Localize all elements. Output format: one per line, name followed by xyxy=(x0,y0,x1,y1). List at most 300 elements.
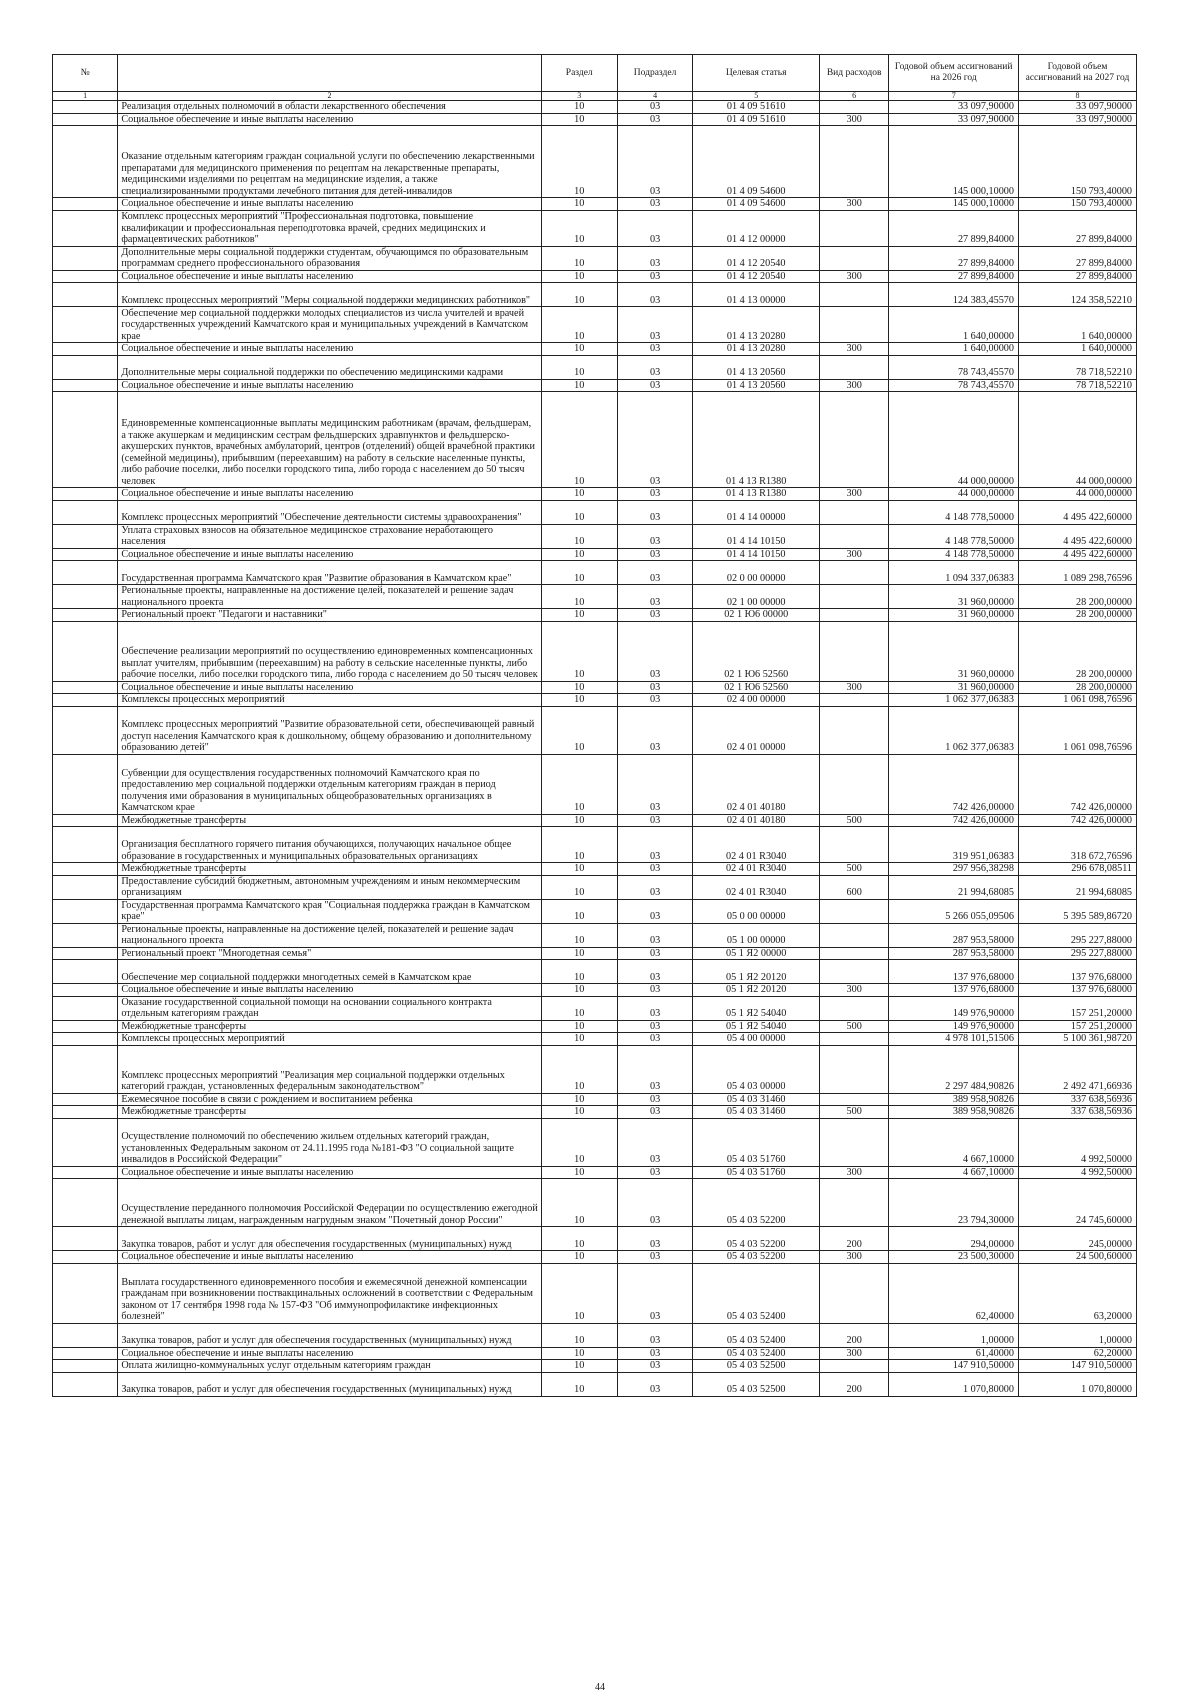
target-article-cell: 01 4 14 10150 xyxy=(693,548,819,561)
expense-type-cell xyxy=(819,500,889,524)
table-row xyxy=(53,1106,1137,1119)
expense-name-cell: Государственная программа Камчатского края "Развитие образования в Камчатском крае" xyxy=(118,561,541,585)
table-row xyxy=(53,355,1137,379)
podrazdel-cell: 03 xyxy=(617,113,693,126)
row-number-cell xyxy=(53,500,118,524)
expense-name-cell: Межбюджетные трансферты xyxy=(118,1020,541,1033)
razdel-cell: 10 xyxy=(541,1033,617,1046)
target-article-cell: 05 4 03 00000 xyxy=(693,1045,819,1093)
podrazdel-cell: 03 xyxy=(617,1033,693,1046)
expense-type-cell xyxy=(819,355,889,379)
row-number-cell xyxy=(53,488,118,501)
amount-2027-cell: 137 976,68000 xyxy=(1018,984,1136,997)
expense-type-cell xyxy=(819,1093,889,1106)
podrazdel-cell: 03 xyxy=(617,198,693,211)
podrazdel-cell: 03 xyxy=(617,1347,693,1360)
amount-2026-cell: 78 743,45570 xyxy=(889,355,1019,379)
razdel-cell: 10 xyxy=(541,1227,617,1251)
razdel-cell: 10 xyxy=(541,585,617,609)
amount-2027-cell: 27 899,84000 xyxy=(1018,270,1136,283)
expense-name-cell: Комплекс процессных мероприятий "Профессиональная подготовка, повышение квалификации и профессиональная переподготовка врачей, средних медицинских и фармацевтических работников" xyxy=(118,210,541,246)
table-row xyxy=(53,246,1137,270)
table-row xyxy=(53,899,1137,923)
expense-name-cell: Социальное обеспечение и иные выплаты населению xyxy=(118,343,541,356)
amount-2027-cell: 4 495 422,60000 xyxy=(1018,500,1136,524)
amount-2027-cell: 27 899,84000 xyxy=(1018,210,1136,246)
amount-2026-cell: 124 383,45570 xyxy=(889,283,1019,307)
amount-2026-cell: 1 062 377,06383 xyxy=(889,706,1019,754)
razdel-cell: 10 xyxy=(541,101,617,114)
row-number-cell xyxy=(53,1106,118,1119)
row-number-cell xyxy=(53,1227,118,1251)
amount-2026-cell: 137 976,68000 xyxy=(889,960,1019,984)
expense-name-cell: Закупка товаров, работ и услуг для обеспечения государственных (муниципальных) нужд xyxy=(118,1372,541,1396)
table-row xyxy=(53,1347,1137,1360)
expense-name-cell: Единовременные компенсационные выплаты медицинским работникам (врачам, фельдшерам, а также акушеркам и медицинским сестрам фельдшерских здравпунктов и фельдшерско-акушерских пунктов, врачебных амбулаторий, центров (отделений) общей врачебной практики (семейной медицины), прибывшим (переехавшим) на работу в сельские населенные пункты, либо рабочие поселки, либо поселки городского типа, либо города с населением до 50 тысяч человек xyxy=(118,392,541,488)
expense-type-cell xyxy=(819,126,889,198)
amount-2027-cell: 24 500,60000 xyxy=(1018,1251,1136,1264)
table-row xyxy=(53,814,1137,827)
podrazdel-cell: 03 xyxy=(617,899,693,923)
expense-name-cell: Социальное обеспечение и иные выплаты населению xyxy=(118,1251,541,1264)
row-number-cell xyxy=(53,270,118,283)
header-vid: Вид расходов xyxy=(819,55,889,92)
table-row xyxy=(53,947,1137,960)
expense-name-cell: Региональный проект "Педагоги и наставники" xyxy=(118,609,541,622)
expense-type-cell: 300 xyxy=(819,548,889,561)
table-row xyxy=(53,706,1137,754)
razdel-cell: 10 xyxy=(541,960,617,984)
target-article-cell: 01 4 14 10150 xyxy=(693,524,819,548)
expense-name-cell: Социальное обеспечение и иные выплаты населению xyxy=(118,1166,541,1179)
target-article-cell: 02 1 Ю6 52560 xyxy=(693,681,819,694)
amount-2026-cell: 2 297 484,90826 xyxy=(889,1045,1019,1093)
podrazdel-cell: 03 xyxy=(617,1251,693,1264)
razdel-cell: 10 xyxy=(541,500,617,524)
amount-2027-cell: 4 992,50000 xyxy=(1018,1118,1136,1166)
expense-type-cell: 300 xyxy=(819,113,889,126)
expense-name-cell: Реализация отдельных полномочий в области лекарственного обеспечения xyxy=(118,101,541,114)
row-number-cell xyxy=(53,754,118,814)
amount-2026-cell: 1 094 337,06383 xyxy=(889,561,1019,585)
expense-name-cell: Социальное обеспечение и иные выплаты населению xyxy=(118,681,541,694)
podrazdel-cell: 03 xyxy=(617,343,693,356)
row-number-cell xyxy=(53,899,118,923)
expense-name-cell: Социальное обеспечение и иные выплаты населению xyxy=(118,548,541,561)
amount-2026-cell: 5 266 055,09506 xyxy=(889,899,1019,923)
amount-2027-cell: 157 251,20000 xyxy=(1018,1020,1136,1033)
amount-2026-cell: 31 960,00000 xyxy=(889,621,1019,681)
table-row xyxy=(53,1251,1137,1264)
row-number-cell xyxy=(53,814,118,827)
podrazdel-cell: 03 xyxy=(617,1045,693,1093)
target-article-cell: 05 1 Я2 20120 xyxy=(693,960,819,984)
expense-name-cell: Комплексы процессных мероприятий xyxy=(118,694,541,707)
table-row xyxy=(53,984,1137,997)
amount-2027-cell: 28 200,00000 xyxy=(1018,609,1136,622)
row-number-cell xyxy=(53,694,118,707)
target-article-cell: 01 4 13 00000 xyxy=(693,283,819,307)
amount-2027-cell: 742 426,00000 xyxy=(1018,814,1136,827)
expense-type-cell xyxy=(819,1263,889,1323)
amount-2026-cell: 297 956,38298 xyxy=(889,863,1019,876)
table-row xyxy=(53,1045,1137,1093)
amount-2027-cell: 78 718,52210 xyxy=(1018,355,1136,379)
row-number-cell xyxy=(53,1045,118,1093)
table-row xyxy=(53,1360,1137,1373)
table-row xyxy=(53,343,1137,356)
row-number-cell xyxy=(53,210,118,246)
razdel-cell: 10 xyxy=(541,996,617,1020)
table-row xyxy=(53,101,1137,114)
table-row xyxy=(53,1179,1137,1227)
podrazdel-cell: 03 xyxy=(617,379,693,392)
amount-2027-cell: 1 640,00000 xyxy=(1018,343,1136,356)
expense-type-cell xyxy=(819,1033,889,1046)
target-article-cell: 05 4 03 52400 xyxy=(693,1263,819,1323)
podrazdel-cell: 03 xyxy=(617,984,693,997)
podrazdel-cell: 03 xyxy=(617,488,693,501)
table-row xyxy=(53,307,1137,343)
razdel-cell: 10 xyxy=(541,1093,617,1106)
expense-type-cell: 300 xyxy=(819,198,889,211)
amount-2027-cell: 28 200,00000 xyxy=(1018,681,1136,694)
amount-2026-cell: 294,00000 xyxy=(889,1227,1019,1251)
amount-2026-cell: 31 960,00000 xyxy=(889,609,1019,622)
amount-2026-cell: 21 994,68085 xyxy=(889,875,1019,899)
razdel-cell: 10 xyxy=(541,198,617,211)
target-article-cell: 05 1 00 00000 xyxy=(693,923,819,947)
row-number-cell xyxy=(53,379,118,392)
expense-name-cell: Межбюджетные трансферты xyxy=(118,863,541,876)
amount-2027-cell: 4 495 422,60000 xyxy=(1018,524,1136,548)
target-article-cell: 02 4 01 R3040 xyxy=(693,827,819,863)
row-number-cell xyxy=(53,960,118,984)
table-row xyxy=(53,754,1137,814)
expense-type-cell xyxy=(819,246,889,270)
amount-2027-cell: 5 100 361,98720 xyxy=(1018,1033,1136,1046)
row-number-cell xyxy=(53,548,118,561)
expense-type-cell: 300 xyxy=(819,681,889,694)
podrazdel-cell: 03 xyxy=(617,585,693,609)
amount-2027-cell: 337 638,56936 xyxy=(1018,1106,1136,1119)
column-number: 4 xyxy=(617,92,693,101)
column-number: 7 xyxy=(889,92,1019,101)
row-number-cell xyxy=(53,283,118,307)
amount-2027-cell: 21 994,68085 xyxy=(1018,875,1136,899)
expense-type-cell xyxy=(819,392,889,488)
amount-2027-cell: 1 061 098,76596 xyxy=(1018,706,1136,754)
table-row xyxy=(53,524,1137,548)
target-article-cell: 02 4 01 00000 xyxy=(693,706,819,754)
razdel-cell: 10 xyxy=(541,899,617,923)
target-article-cell: 05 1 Я2 00000 xyxy=(693,947,819,960)
amount-2026-cell: 23 500,30000 xyxy=(889,1251,1019,1264)
row-number-cell xyxy=(53,681,118,694)
table-row xyxy=(53,1033,1137,1046)
expense-type-cell xyxy=(819,923,889,947)
table-row xyxy=(53,681,1137,694)
column-number: 8 xyxy=(1018,92,1136,101)
razdel-cell: 10 xyxy=(541,343,617,356)
target-article-cell: 01 4 14 00000 xyxy=(693,500,819,524)
target-article-cell: 05 4 03 51760 xyxy=(693,1118,819,1166)
table-row xyxy=(53,585,1137,609)
podrazdel-cell: 03 xyxy=(617,947,693,960)
amount-2026-cell: 4 978 101,51506 xyxy=(889,1033,1019,1046)
amount-2026-cell: 78 743,45570 xyxy=(889,379,1019,392)
amount-2027-cell: 78 718,52210 xyxy=(1018,379,1136,392)
table-header-row xyxy=(53,55,1137,92)
razdel-cell: 10 xyxy=(541,524,617,548)
target-article-cell: 01 4 13 R1380 xyxy=(693,488,819,501)
table-row xyxy=(53,694,1137,707)
target-article-cell: 05 4 03 52500 xyxy=(693,1360,819,1373)
table-row xyxy=(53,996,1137,1020)
amount-2026-cell: 287 953,58000 xyxy=(889,947,1019,960)
razdel-cell: 10 xyxy=(541,1179,617,1227)
amount-2027-cell: 24 745,60000 xyxy=(1018,1179,1136,1227)
amount-2026-cell: 742 426,00000 xyxy=(889,754,1019,814)
table-row xyxy=(53,827,1137,863)
amount-2026-cell: 145 000,10000 xyxy=(889,126,1019,198)
row-number-cell xyxy=(53,101,118,114)
amount-2027-cell: 157 251,20000 xyxy=(1018,996,1136,1020)
expense-name-cell: Организация бесплатного горячего питания обучающихся, получающих начальное общее образование в государственных и муниципальных образовательных организациях xyxy=(118,827,541,863)
amount-2027-cell: 33 097,90000 xyxy=(1018,101,1136,114)
amount-2027-cell: 1 070,80000 xyxy=(1018,1372,1136,1396)
table-row xyxy=(53,875,1137,899)
row-number-cell xyxy=(53,875,118,899)
row-number-cell xyxy=(53,1323,118,1347)
razdel-cell: 10 xyxy=(541,113,617,126)
expense-name-cell: Социальное обеспечение и иные выплаты населению xyxy=(118,113,541,126)
expense-type-cell xyxy=(819,706,889,754)
target-article-cell: 05 4 00 00000 xyxy=(693,1033,819,1046)
podrazdel-cell: 03 xyxy=(617,210,693,246)
row-number-cell xyxy=(53,609,118,622)
target-article-cell: 05 4 03 51760 xyxy=(693,1166,819,1179)
row-number-cell xyxy=(53,1166,118,1179)
expense-type-cell xyxy=(819,1045,889,1093)
expense-name-cell: Закупка товаров, работ и услуг для обеспечения государственных (муниципальных) нужд xyxy=(118,1323,541,1347)
podrazdel-cell: 03 xyxy=(617,1106,693,1119)
razdel-cell: 10 xyxy=(541,1045,617,1093)
amount-2027-cell: 147 910,50000 xyxy=(1018,1360,1136,1373)
target-article-cell: 01 4 09 51610 xyxy=(693,113,819,126)
razdel-cell: 10 xyxy=(541,754,617,814)
podrazdel-cell: 03 xyxy=(617,621,693,681)
row-number-cell xyxy=(53,355,118,379)
razdel-cell: 10 xyxy=(541,814,617,827)
amount-2027-cell: 137 976,68000 xyxy=(1018,960,1136,984)
amount-2027-cell: 742 426,00000 xyxy=(1018,754,1136,814)
razdel-cell: 10 xyxy=(541,1323,617,1347)
podrazdel-cell: 03 xyxy=(617,863,693,876)
expense-name-cell: Закупка товаров, работ и услуг для обеспечения государственных (муниципальных) нужд xyxy=(118,1227,541,1251)
expense-name-cell: Социальное обеспечение и иные выплаты населению xyxy=(118,1347,541,1360)
target-article-cell: 05 4 03 52200 xyxy=(693,1179,819,1227)
row-number-cell xyxy=(53,392,118,488)
table-row xyxy=(53,198,1137,211)
expense-type-cell xyxy=(819,1360,889,1373)
podrazdel-cell: 03 xyxy=(617,706,693,754)
podrazdel-cell: 03 xyxy=(617,814,693,827)
razdel-cell: 10 xyxy=(541,246,617,270)
amount-2027-cell: 27 899,84000 xyxy=(1018,246,1136,270)
amount-2027-cell: 150 793,40000 xyxy=(1018,198,1136,211)
expense-name-cell: Социальное обеспечение и иные выплаты населению xyxy=(118,984,541,997)
amount-2027-cell: 44 000,00000 xyxy=(1018,392,1136,488)
razdel-cell: 10 xyxy=(541,1263,617,1323)
amount-2026-cell: 61,40000 xyxy=(889,1347,1019,1360)
podrazdel-cell: 03 xyxy=(617,1020,693,1033)
target-article-cell: 02 4 01 40180 xyxy=(693,754,819,814)
amount-2026-cell: 27 899,84000 xyxy=(889,270,1019,283)
expense-type-cell xyxy=(819,561,889,585)
amount-2026-cell: 1 070,80000 xyxy=(889,1372,1019,1396)
amount-2027-cell: 28 200,00000 xyxy=(1018,621,1136,681)
expense-name-cell: Комплекс процессных мероприятий "Развитие образовательной сети, обеспечивающей равный доступ населения Камчатского края к дошкольному, общему образованию и дополнительному образованию детей" xyxy=(118,706,541,754)
expense-type-cell: 300 xyxy=(819,1251,889,1264)
expense-name-cell: Региональные проекты, направленные на достижение целей, показателей и решение задач национального проекта xyxy=(118,585,541,609)
podrazdel-cell: 03 xyxy=(617,960,693,984)
row-number-cell xyxy=(53,923,118,947)
row-number-cell xyxy=(53,307,118,343)
expense-type-cell: 300 xyxy=(819,270,889,283)
column-number: 5 xyxy=(693,92,819,101)
table-row xyxy=(53,379,1137,392)
table-row xyxy=(53,561,1137,585)
target-article-cell: 05 1 Я2 54040 xyxy=(693,1020,819,1033)
razdel-cell: 10 xyxy=(541,1372,617,1396)
razdel-cell: 10 xyxy=(541,561,617,585)
amount-2027-cell: 1 061 098,76596 xyxy=(1018,694,1136,707)
razdel-cell: 10 xyxy=(541,827,617,863)
expense-name-cell: Субвенции для осуществления государственных полномочий Камчатского края по предоставлению мер социальной поддержки отдельным категориям граждан в период получения ими образования в муниципальных общеобразовательных организациях в Камчатском крае xyxy=(118,754,541,814)
table-row xyxy=(53,1323,1137,1347)
razdel-cell: 10 xyxy=(541,923,617,947)
column-number: 3 xyxy=(541,92,617,101)
amount-2026-cell: 31 960,00000 xyxy=(889,681,1019,694)
expense-name-cell: Социальное обеспечение и иные выплаты населению xyxy=(118,488,541,501)
budget-table xyxy=(52,54,1137,1397)
table-row xyxy=(53,1166,1137,1179)
table-row xyxy=(53,270,1137,283)
target-article-cell: 02 4 01 40180 xyxy=(693,814,819,827)
row-number-cell xyxy=(53,1372,118,1396)
target-article-cell: 01 4 13 20280 xyxy=(693,307,819,343)
expense-name-cell: Выплата государственного единовременного пособия и ежемесячной денежной компенсации гражданам при возникновении поствакцинальных осложнений в соответствии с Федеральным законом от 17 сентября 1998 года № 157-ФЗ "Об иммунопрофилактике инфекционных болезней" xyxy=(118,1263,541,1323)
expense-type-cell xyxy=(819,899,889,923)
podrazdel-cell: 03 xyxy=(617,996,693,1020)
expense-type-cell: 600 xyxy=(819,875,889,899)
budget-table-page xyxy=(52,54,1137,1397)
expense-name-cell: Оплата жилищно-коммунальных услуг отдельным категориям граждан xyxy=(118,1360,541,1373)
podrazdel-cell: 03 xyxy=(617,1323,693,1347)
table-row xyxy=(53,923,1137,947)
row-number-cell xyxy=(53,1020,118,1033)
expense-type-cell xyxy=(819,947,889,960)
expense-type-cell xyxy=(819,307,889,343)
amount-2027-cell: 337 638,56936 xyxy=(1018,1093,1136,1106)
amount-2027-cell: 63,20000 xyxy=(1018,1263,1136,1323)
podrazdel-cell: 03 xyxy=(617,1227,693,1251)
razdel-cell: 10 xyxy=(541,1251,617,1264)
amount-2026-cell: 1 062 377,06383 xyxy=(889,694,1019,707)
amount-2026-cell: 742 426,00000 xyxy=(889,814,1019,827)
expense-type-cell: 300 xyxy=(819,379,889,392)
expense-name-cell: Обеспечение реализации мероприятий по осуществлению единовременных компенсационных выплат учителям, прибывшим (переехавшим) на работу в сельские населенные пункты, либо рабочие поселки, либо поселки городского типа, либо города с населением до 50 тысяч человек xyxy=(118,621,541,681)
razdel-cell: 10 xyxy=(541,1360,617,1373)
amount-2026-cell: 1 640,00000 xyxy=(889,307,1019,343)
podrazdel-cell: 03 xyxy=(617,561,693,585)
amount-2026-cell: 4 148 778,50000 xyxy=(889,548,1019,561)
row-number-cell xyxy=(53,1033,118,1046)
header-2027: Годовой объем ассигнований на 2027 год xyxy=(1018,55,1136,92)
razdel-cell: 10 xyxy=(541,863,617,876)
amount-2026-cell: 147 910,50000 xyxy=(889,1360,1019,1373)
amount-2026-cell: 33 097,90000 xyxy=(889,113,1019,126)
row-number-cell xyxy=(53,524,118,548)
razdel-cell: 10 xyxy=(541,875,617,899)
razdel-cell: 10 xyxy=(541,307,617,343)
target-article-cell: 01 4 09 54600 xyxy=(693,126,819,198)
table-row xyxy=(53,1372,1137,1396)
amount-2027-cell: 295 227,88000 xyxy=(1018,947,1136,960)
amount-2026-cell: 137 976,68000 xyxy=(889,984,1019,997)
expense-type-cell xyxy=(819,524,889,548)
amount-2026-cell: 4 667,10000 xyxy=(889,1166,1019,1179)
amount-2026-cell: 149 976,90000 xyxy=(889,996,1019,1020)
amount-2027-cell: 5 395 589,86720 xyxy=(1018,899,1136,923)
table-row xyxy=(53,113,1137,126)
expense-type-cell: 200 xyxy=(819,1323,889,1347)
expense-type-cell: 500 xyxy=(819,1020,889,1033)
expense-type-cell xyxy=(819,585,889,609)
podrazdel-cell: 03 xyxy=(617,355,693,379)
target-article-cell: 05 4 03 52400 xyxy=(693,1323,819,1347)
podrazdel-cell: 03 xyxy=(617,1360,693,1373)
razdel-cell: 10 xyxy=(541,488,617,501)
podrazdel-cell: 03 xyxy=(617,1372,693,1396)
podrazdel-cell: 03 xyxy=(617,754,693,814)
target-article-cell: 05 4 03 52500 xyxy=(693,1372,819,1396)
target-article-cell: 01 4 12 20540 xyxy=(693,246,819,270)
podrazdel-cell: 03 xyxy=(617,1166,693,1179)
expense-name-cell: Государственная программа Камчатского края "Социальная поддержка граждан в Камчатском крае" xyxy=(118,899,541,923)
amount-2026-cell: 1 640,00000 xyxy=(889,343,1019,356)
expense-type-cell xyxy=(819,996,889,1020)
target-article-cell: 02 4 01 R3040 xyxy=(693,863,819,876)
expense-type-cell xyxy=(819,609,889,622)
expense-type-cell: 300 xyxy=(819,1166,889,1179)
amount-2027-cell: 2 492 471,66936 xyxy=(1018,1045,1136,1093)
row-number-cell xyxy=(53,1360,118,1373)
amount-2027-cell: 4 992,50000 xyxy=(1018,1166,1136,1179)
podrazdel-cell: 03 xyxy=(617,681,693,694)
table-row xyxy=(53,283,1137,307)
amount-2027-cell: 4 495 422,60000 xyxy=(1018,548,1136,561)
podrazdel-cell: 03 xyxy=(617,1093,693,1106)
expense-name-cell: Оказание государственной социальной помощи на основании социального контракта отдельным категориям граждан xyxy=(118,996,541,1020)
podrazdel-cell: 03 xyxy=(617,500,693,524)
expense-type-cell xyxy=(819,1179,889,1227)
table-row xyxy=(53,548,1137,561)
amount-2026-cell: 4 667,10000 xyxy=(889,1118,1019,1166)
amount-2026-cell: 44 000,00000 xyxy=(889,488,1019,501)
row-number-cell xyxy=(53,863,118,876)
